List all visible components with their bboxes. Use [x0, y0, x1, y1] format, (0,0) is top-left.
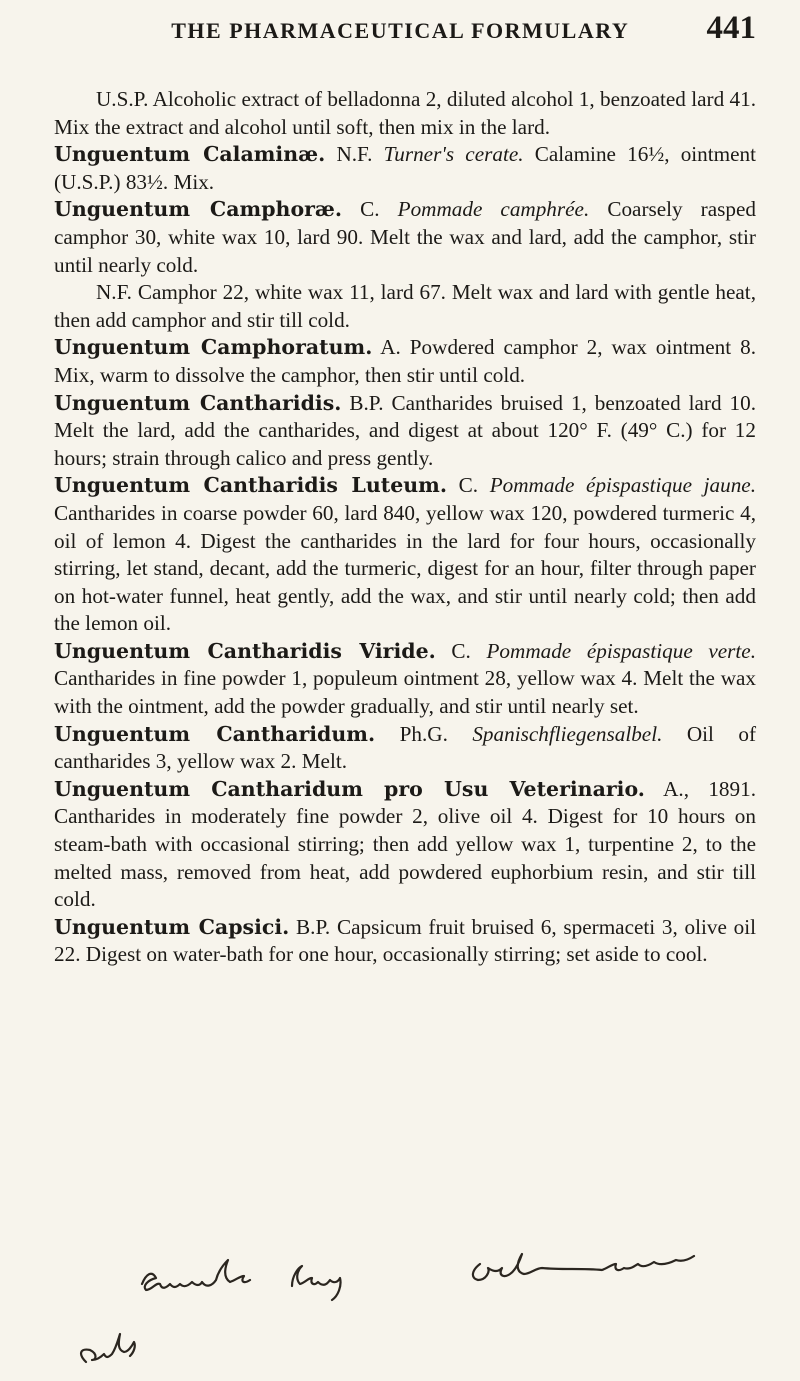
entry-body: B.P. Cantharides bruised 1, benzoated lard 10. Melt the lard, add the cantharides, and digest at about 120° F. (49° C.) for 12 hours; strain through calico and press gently.	[54, 390, 757, 470]
entry-source: C.	[451, 638, 471, 663]
entry-body: Oil of cantharides 3, yellow wax 2. Melt.	[54, 721, 757, 774]
entry-heading: Unguentum Camphoræ.	[54, 197, 343, 222]
entry-camphorae-nf: N.F. Camphor 22, white wax 11, lard 67. Melt wax and lard with gentle heat, then add camphor and stir till cold.	[54, 280, 756, 332]
entry-heading: Unguentum Cantharidum.	[54, 721, 376, 746]
entry-intro: U.S.P. Alcoholic extract of belladonna 2, diluted alcohol 1, benzoated lard 41. Mix the extract and alcohol until soft, then mix in the lard.	[54, 87, 756, 139]
entry-body: Coarsely rasped camphor 30, white wax 10, lard 90. Melt the wax and lard, add the camphor, stir until nearly cold.	[54, 197, 756, 277]
entry-heading: Unguentum Cantharidis Luteum.	[54, 473, 447, 498]
entry-body: B.P. Capsicum fruit bruised 6, spermaceti 3, olive oil 22. Digest on water-bath for one hour, occasionally stirring; set aside to cool.	[54, 914, 757, 967]
entry-capsici	[54, 914, 756, 969]
entry-body: Calamine 16½, ointment (U.S.P.) 83½. Mix.	[54, 142, 757, 194]
entry-cantharidis-viride	[54, 638, 756, 721]
running-title: THE PHARMACEUTICAL FORMULARY	[171, 18, 630, 43]
entry-heading: Unguentum Cantharidis.	[54, 390, 342, 415]
formulary-text	[54, 86, 756, 969]
entry-cantharidum-vet	[54, 776, 756, 914]
entry-cantharidis	[54, 390, 756, 473]
entry-source: Ph.G.	[399, 721, 448, 746]
entry-synonym: Pommade camphrée.	[397, 197, 590, 222]
entry-synonym: Pommade épispastique verte.	[486, 638, 757, 663]
entry-synonym: Turner's cerate.	[383, 142, 524, 167]
entry-source: N.F.	[336, 142, 373, 167]
running-head	[54, 10, 756, 56]
entry-heading: Unguentum Calaminæ.	[54, 142, 326, 167]
entry-synonym: Pommade épispastique jaune.	[489, 473, 756, 498]
entry-heading: Unguentum Cantharidis Viride.	[54, 638, 436, 663]
entry-synonym: Spanischfliegensalbel.	[472, 721, 663, 746]
entry-source: C.	[360, 197, 380, 222]
page-number: 441	[706, 10, 756, 46]
handwriting-scribble-icon	[0, 1242, 800, 1381]
entry-heading: Unguentum Camphoratum.	[54, 335, 373, 360]
entry-cantharidis-luteum	[54, 472, 756, 638]
entry-body: Cantharides in coarse powder 60, lard 840, yellow wax 120, powdered turmeric 4, oil of lemon 4. Digest the cantharides in the lard for four hours, occasionally stirring, let stand, decant, add the turmeric, digest for an hour, filter through paper on hot-water funnel, heat gently, add the wax, and stir until nearly cold; then add the lemon oil.	[54, 500, 756, 636]
entry-calaminae	[54, 141, 756, 196]
entry-cantharidum	[54, 721, 756, 776]
entry-body: Cantharides in fine powder 1, populeum ointment 28, yellow wax 4. Melt the wax with the ointment, add the powder gradually, and stir until nearly set.	[54, 666, 756, 719]
entry-body: A. Powdered camphor 2, wax ointment 8. Mix, warm to dissolve the camphor, then stir until cold.	[54, 335, 756, 387]
entry-heading: Unguentum Cantharidum pro Usu Veterinario.	[54, 776, 645, 801]
entry-body: A., 1891. Cantharides in moderately fine powder 2, olive oil 4. Digest for 10 hours on steam-bath with occasional stirring; then add yellow wax 1, turpentine 2, to the melted mass, removed from heat, add powdered euphorbium resin, and stir till cold.	[54, 776, 756, 912]
entry-camphoratum	[54, 334, 756, 389]
entry-heading: Unguentum Capsici.	[54, 914, 290, 939]
entry-source: C.	[458, 473, 479, 498]
handwritten-note	[0, 1242, 800, 1381]
entry-camphorae	[54, 196, 756, 279]
